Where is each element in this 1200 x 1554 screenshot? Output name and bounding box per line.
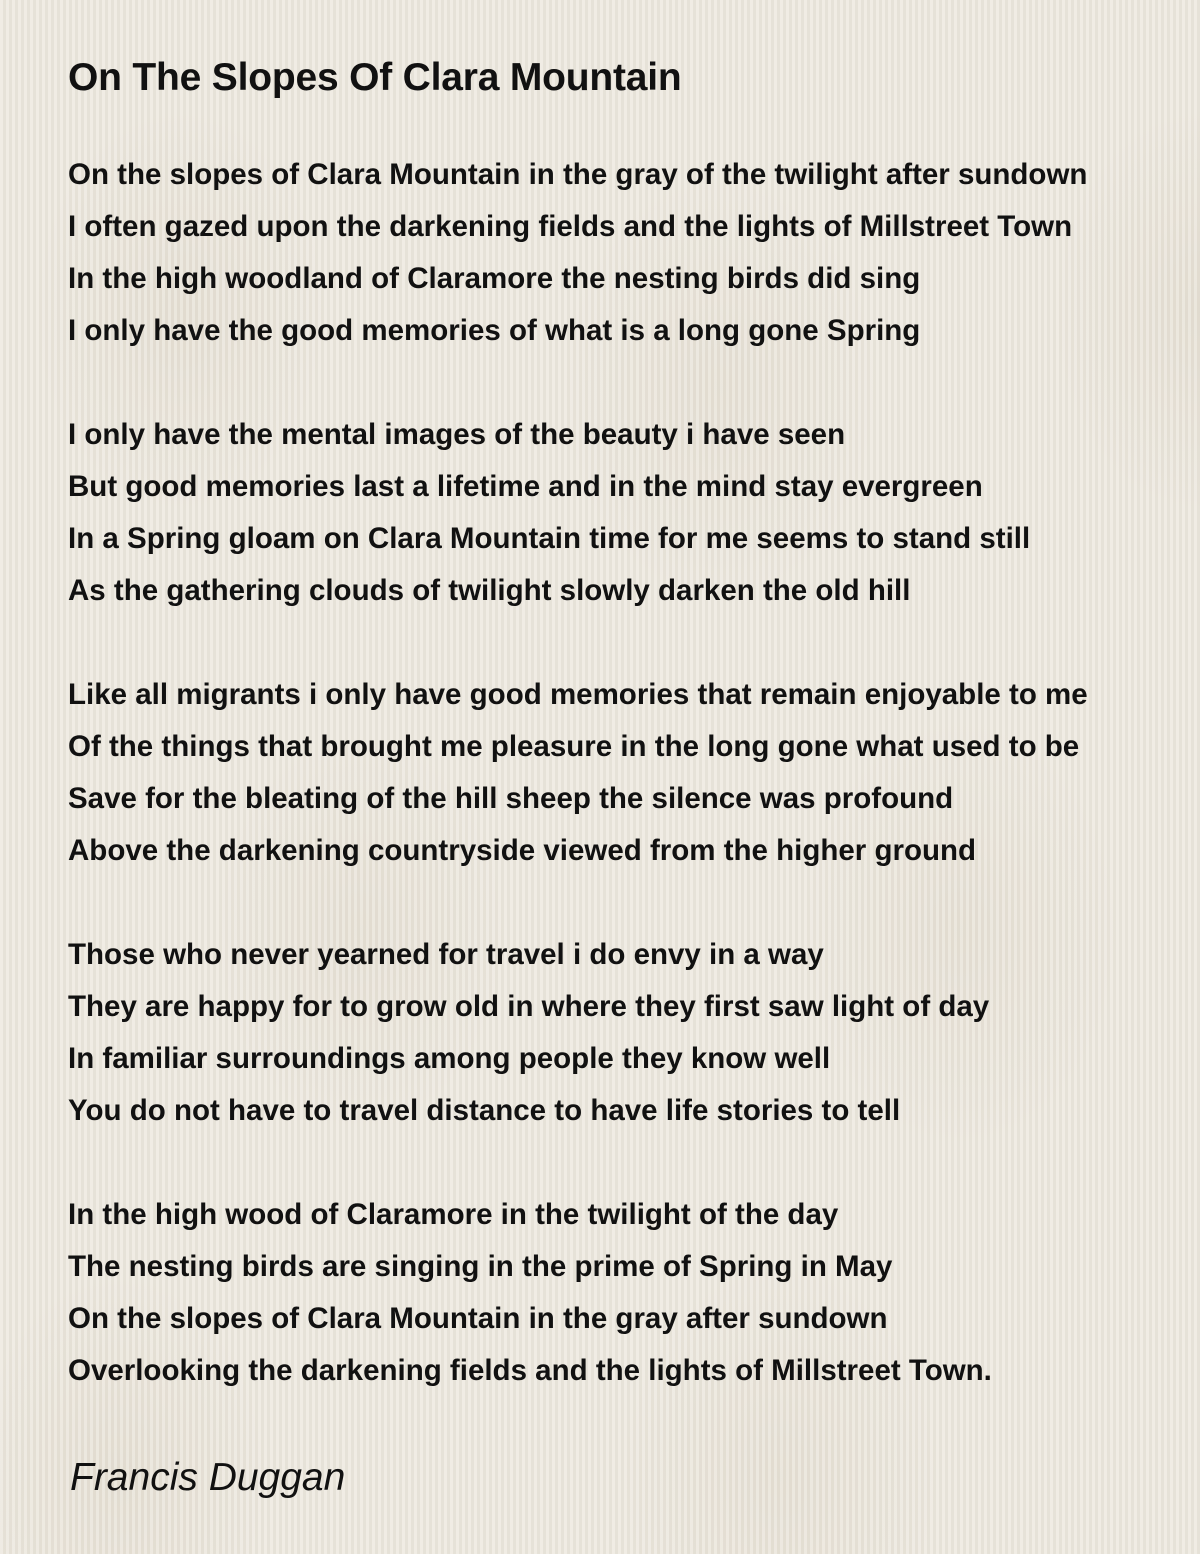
poem-line: Save for the bleating of the hill sheep the silence was profound bbox=[68, 782, 954, 815]
poem-line: You do not have to travel distance to have life stories to tell bbox=[68, 1094, 901, 1127]
poem-line: In the high woodland of Claramore the nesting birds did sing bbox=[68, 262, 921, 295]
poem-line: Above the darkening countryside viewed from the higher ground bbox=[68, 834, 977, 867]
poem-line: In the high wood of Claramore in the twilight of the day bbox=[68, 1198, 839, 1231]
poem-line: Overlooking the darkening fields and the lights of Millstreet Town. bbox=[68, 1354, 992, 1387]
stanza-5 bbox=[68, 1189, 1198, 1397]
poem-line: The nesting birds are singing in the prime of Spring in May bbox=[68, 1250, 893, 1283]
poem-line: In a Spring gloam on Clara Mountain time for me seems to stand still bbox=[68, 522, 1031, 555]
poem-line: I only have the good memories of what is a long gone Spring bbox=[68, 314, 921, 347]
stanza-1 bbox=[68, 149, 1198, 357]
poem-title: On The Slopes Of Clara Mountain bbox=[68, 56, 682, 99]
poem-line: On the slopes of Clara Mountain in the gray after sundown bbox=[68, 1302, 888, 1335]
stanza-2 bbox=[68, 409, 1198, 617]
poem-line: They are happy for to grow old in where they first saw light of day bbox=[68, 990, 990, 1023]
poem-author: Francis Duggan bbox=[70, 1456, 346, 1499]
poem-line: I often gazed upon the darkening fields and the lights of Millstreet Town bbox=[68, 210, 1073, 243]
poem-line: Of the things that brought me pleasure in the long gone what used to be bbox=[68, 730, 1080, 763]
stanza-3 bbox=[68, 669, 1198, 877]
poem-line: As the gathering clouds of twilight slowly darken the old hill bbox=[68, 574, 911, 607]
poem-body bbox=[68, 149, 1198, 1449]
poem-line: But good memories last a lifetime and in the mind stay evergreen bbox=[68, 470, 983, 503]
poem-line: On the slopes of Clara Mountain in the gray of the twilight after sundown bbox=[68, 158, 1088, 191]
poem-line: Like all migrants i only have good memories that remain enjoyable to me bbox=[68, 678, 1088, 711]
poem-line: Those who never yearned for travel i do envy in a way bbox=[68, 938, 824, 971]
stanza-4 bbox=[68, 929, 1198, 1137]
poem-line: In familiar surroundings among people they know well bbox=[68, 1042, 831, 1075]
poem-line: I only have the mental images of the beauty i have seen bbox=[68, 418, 846, 451]
